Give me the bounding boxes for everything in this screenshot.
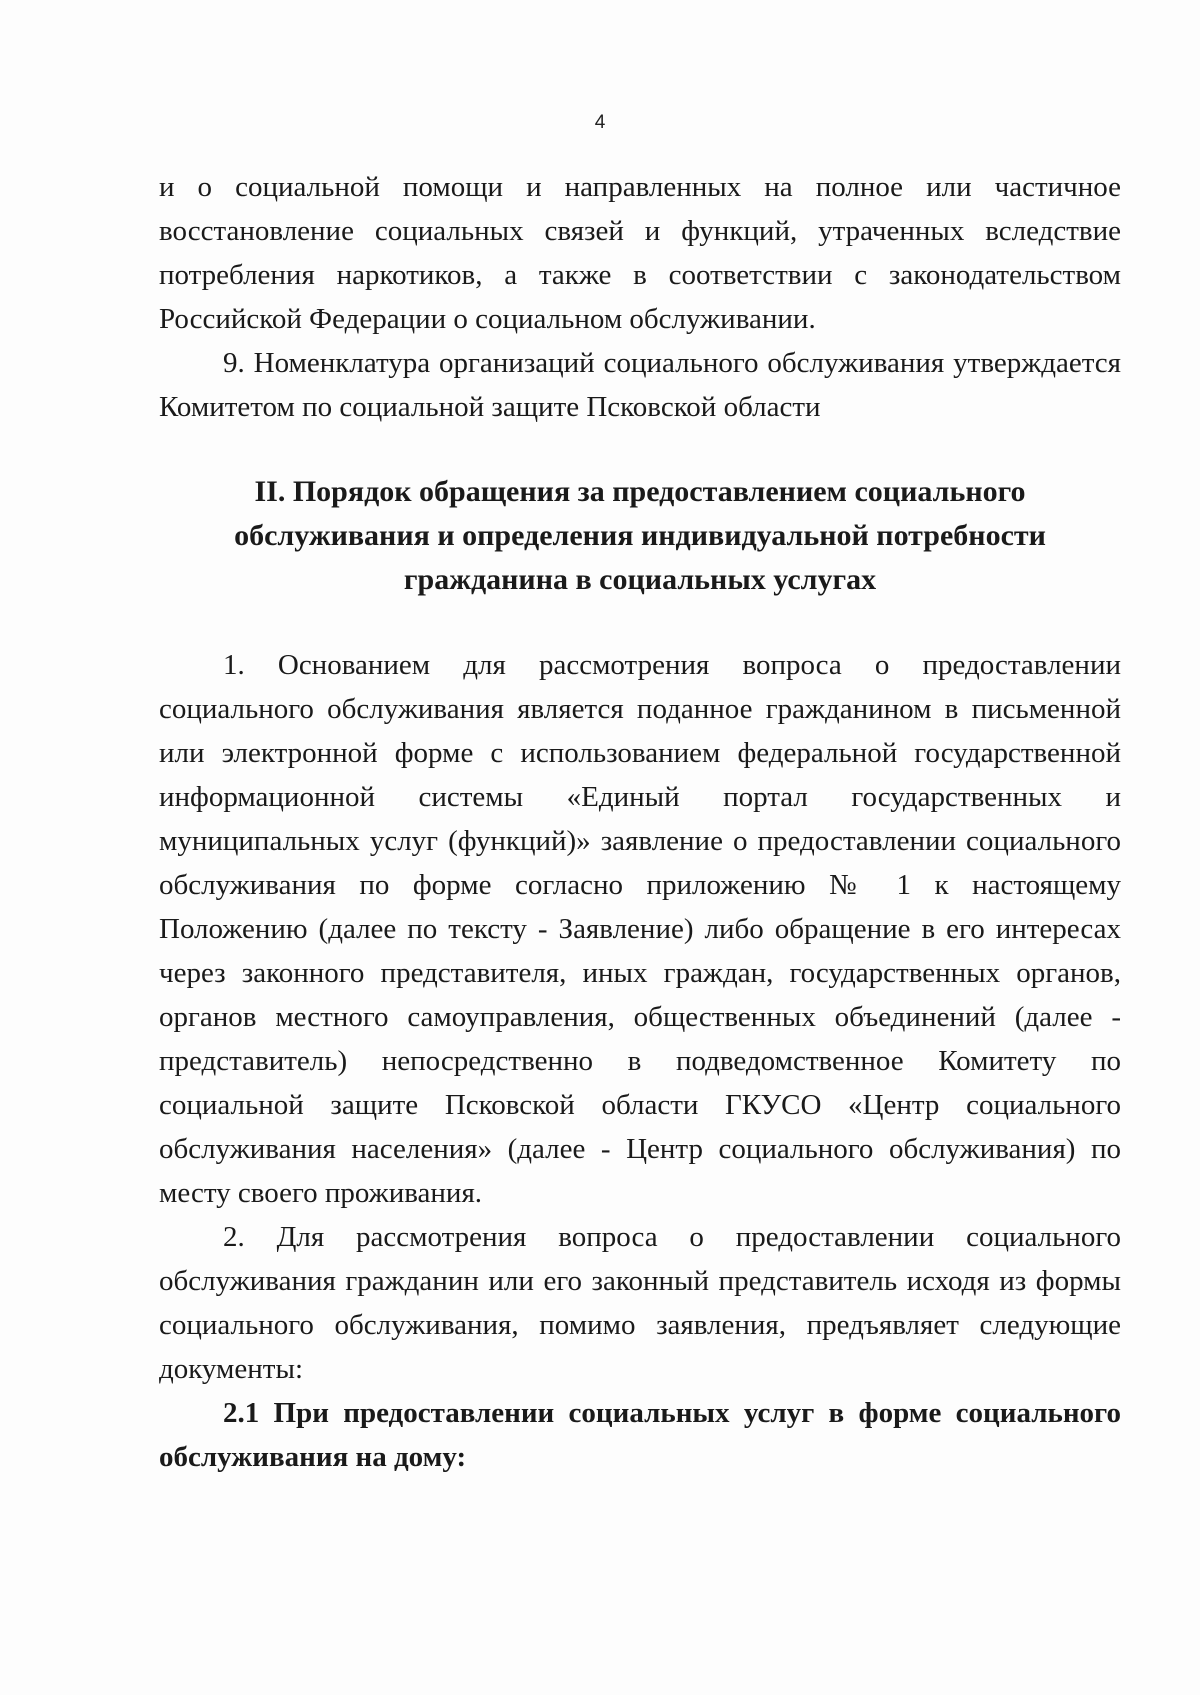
subheading-item-2-1: 2.1 При предоставлении социальных услуг в форме социального обслуживания на дому: [159,1397,1121,1473]
section-heading [159,470,1121,602]
section-heading-line-3: гражданина в социальных услугах [403,563,877,596]
paragraph-item-1: 1. Основанием для рассмотрения вопроса о предоставлении социального обслуживания является поданное гражданином в письменной или электронной форме с использованием федеральной государственной информационной системы «Единый портал государственных и муниципальных услуг (функций)» заявление о предоставлении социального обслуживания по форме согласно приложению № 1 к настоящему Положению (далее по тексту - Заявление) либо обращение в его интересах через законного представителя, иных граждан, государственных органов, органов местного самоуправления, общественных объединений (далее - представитель) непосредственно в подведомственное Комитету по социальной защите Псковской области ГКУСО «Центр социального обслуживания населения» (далее - Центр социального обслуживания) по месту своего проживания. [159,649,1121,1209]
section-heading-line-1: II. Порядок обращения за предоставлением социального [254,475,1026,508]
text-block-section-2 [159,643,1121,1479]
paragraph-continuation: и о социальной помощи и направленных на полное или частичное восстановление социальных связей и функций, утраченных вследствие потребления наркотиков, а также в соответствии с законодательством Российской Федерации о социальном обслуживании. [159,171,1121,335]
paragraph-item-9: 9. Номенклатура организаций социального обслуживания утверждается Комитетом по социальной защите Псковской области [159,347,1121,423]
page-number: 4 [594,112,606,133]
section-heading-line-2: обслуживания и определения индивидуальной потребности [234,519,1046,552]
paragraph-item-2: 2. Для рассмотрения вопроса о предоставлении социального обслуживания гражданин или его законный представитель исходя из формы социального обслуживания, помимо заявления, предъявляет следующие документы: [159,1221,1121,1385]
text-block-intro [159,165,1121,429]
